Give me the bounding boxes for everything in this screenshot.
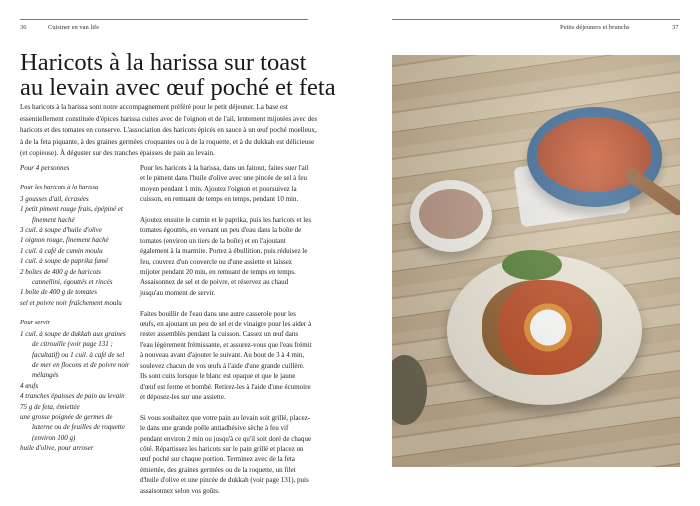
header-rule-left	[20, 19, 308, 20]
title-line-1: Haricots à la harissa sur toast	[20, 49, 307, 76]
recipe-title	[20, 50, 340, 100]
ingredient-item: huile d'olive, pour arroser	[20, 444, 94, 453]
ingredient-group-title: Pour servir	[20, 319, 51, 327]
page-number-right: 37	[672, 24, 679, 31]
ingredient-item: 1 oignon rouge, finement haché	[20, 236, 109, 245]
ingredient-item: 3 cuil. à soupe d'huile d'olive	[20, 226, 102, 235]
running-head-right: Petits déjeuners et brunchs	[560, 24, 630, 31]
running-head-left: Cuisiner en van life	[48, 24, 100, 31]
recipe-photo	[392, 55, 680, 467]
title-line-2: au levain avec œuf poché et feta	[20, 74, 336, 101]
ingredient-item: 1 cuil. à soupe de paprika fumé	[20, 257, 109, 266]
ingredient-item: 1 cuil. à soupe de dukkah aux graines de citrouille (voir page 131 ; facultatif) ou 1 cuil. à café de sel de mer en flocons et de poivre noir mélangés	[20, 329, 130, 380]
method-step: Ajoutez ensuite le cumin et le paprika, puis les haricots et les tomates égouttés, en versant un peu d'eau dans la boîte de tomates (environ un tiers de la boîte) et en l'ajoutant également à la marmite. Portez à ébullition, puis réduisez le feu, couvrez d'un couvercle ou d'une assiette et laissez mijoter pendant 20 min, en remuant de temps en temps. Assaisonnez de sel et de poivre, et réservez au chaud jusqu'au moment de servir.	[140, 216, 312, 297]
ingredient-item: 1 petit piment rouge frais, épépiné et finement haché	[20, 205, 123, 224]
ingredient-item: 1 cuil. à café de cumin moulu	[20, 246, 103, 255]
ingredient-item: 4 œufs	[20, 381, 39, 390]
page-number-left: 36	[20, 24, 27, 31]
recipe-intro: Les haricots à la harissa sont notre accompagnement préféré pour le petit déjeuner. La base est essentiellement constituée d'épices harissa cuites avec de l'oignon et de l'ail, lentement mijotées avec des haricots et des tomates en conserve. L'association des haricots épicés en sauce à un œuf poché moelleux, à de la feta piquante, à des graines germées croquantes ou à de la roquette, et à du dukkah est délicieuse (et copieuse). À déguster sur des tranches épaisses de pain au levain.	[20, 103, 318, 158]
method-step: Pour les haricots à la harissa, dans un faitout, faites suer l'ail et le piment dans l'huile d'olive avec une pincée de sel à feu moyen pendant 1 min. Ajoutez l'oignon et poursuivez la cuisson, en remuant de temps en temps, pendant 10 min.	[140, 164, 309, 204]
ingredient-item: 4 tranches épaisses de pain au levain	[20, 392, 125, 401]
servings: Pour 4 personnes	[20, 164, 70, 172]
header-rule-right	[392, 19, 680, 20]
ingredient-item: une grosse poignée de germes de luzerne ou de feuilles de roquette (environ 100 g)	[20, 412, 125, 442]
ingredient-item: 2 boîtes de 400 g de haricots cannellini, égouttés et rincés	[20, 267, 113, 287]
ingredient-item: 3 gousses d'ail, écrasées	[20, 194, 89, 203]
ingredients-column	[20, 163, 132, 454]
ingredient-group-title: Pour les haricots à la harissa	[20, 184, 99, 192]
ingredient-item: sel et poivre noir fraîchement moulu	[20, 298, 122, 307]
method-column	[140, 163, 312, 506]
method-step: Faites bouillir de l'eau dans une autre casserole pour les œufs, en ajoutant un peu de sel et de vinaigre pour les aider à rester assemblés pendant la cuisson. Cassez un œuf dans l'eau légèrement frémissante, et assurez-vous que l'eau frémit à nouveau avant d'ajouter le suivant. Au bout de 3 à 4 min, soulevez chacun de vos œufs à l'aide d'une grande cuillère. Ils sont cuits lorsque le blanc est opaque et que le jaune d'œuf est ferme et bombé. Retirez-les à l'aide d'une écumoire et déposez-les sur une assiette.	[140, 309, 312, 401]
ingredient-item: 1 boîte de 400 g de tomates	[20, 288, 97, 297]
method-step: Si vous souhaitez que votre pain au levain soit grillé, placez-le dans une grande poêle antiadhésive sèche à feu vif pendant environ 2 min ou jusqu'à ce qu'il soit doré de chaque côté. Répartissez les haricots sur le pain grillé et placez un œuf poché sur chaque portion. Terminez avec de la feta émiettée, des graines germées ou de la roquette, un filet d'huile d'olive et une pincée de dukkah (voir page 131), puis assaisonnez selon vos goûts.	[140, 413, 312, 495]
ingredient-item: 75 g de feta, émiettée	[20, 402, 80, 411]
